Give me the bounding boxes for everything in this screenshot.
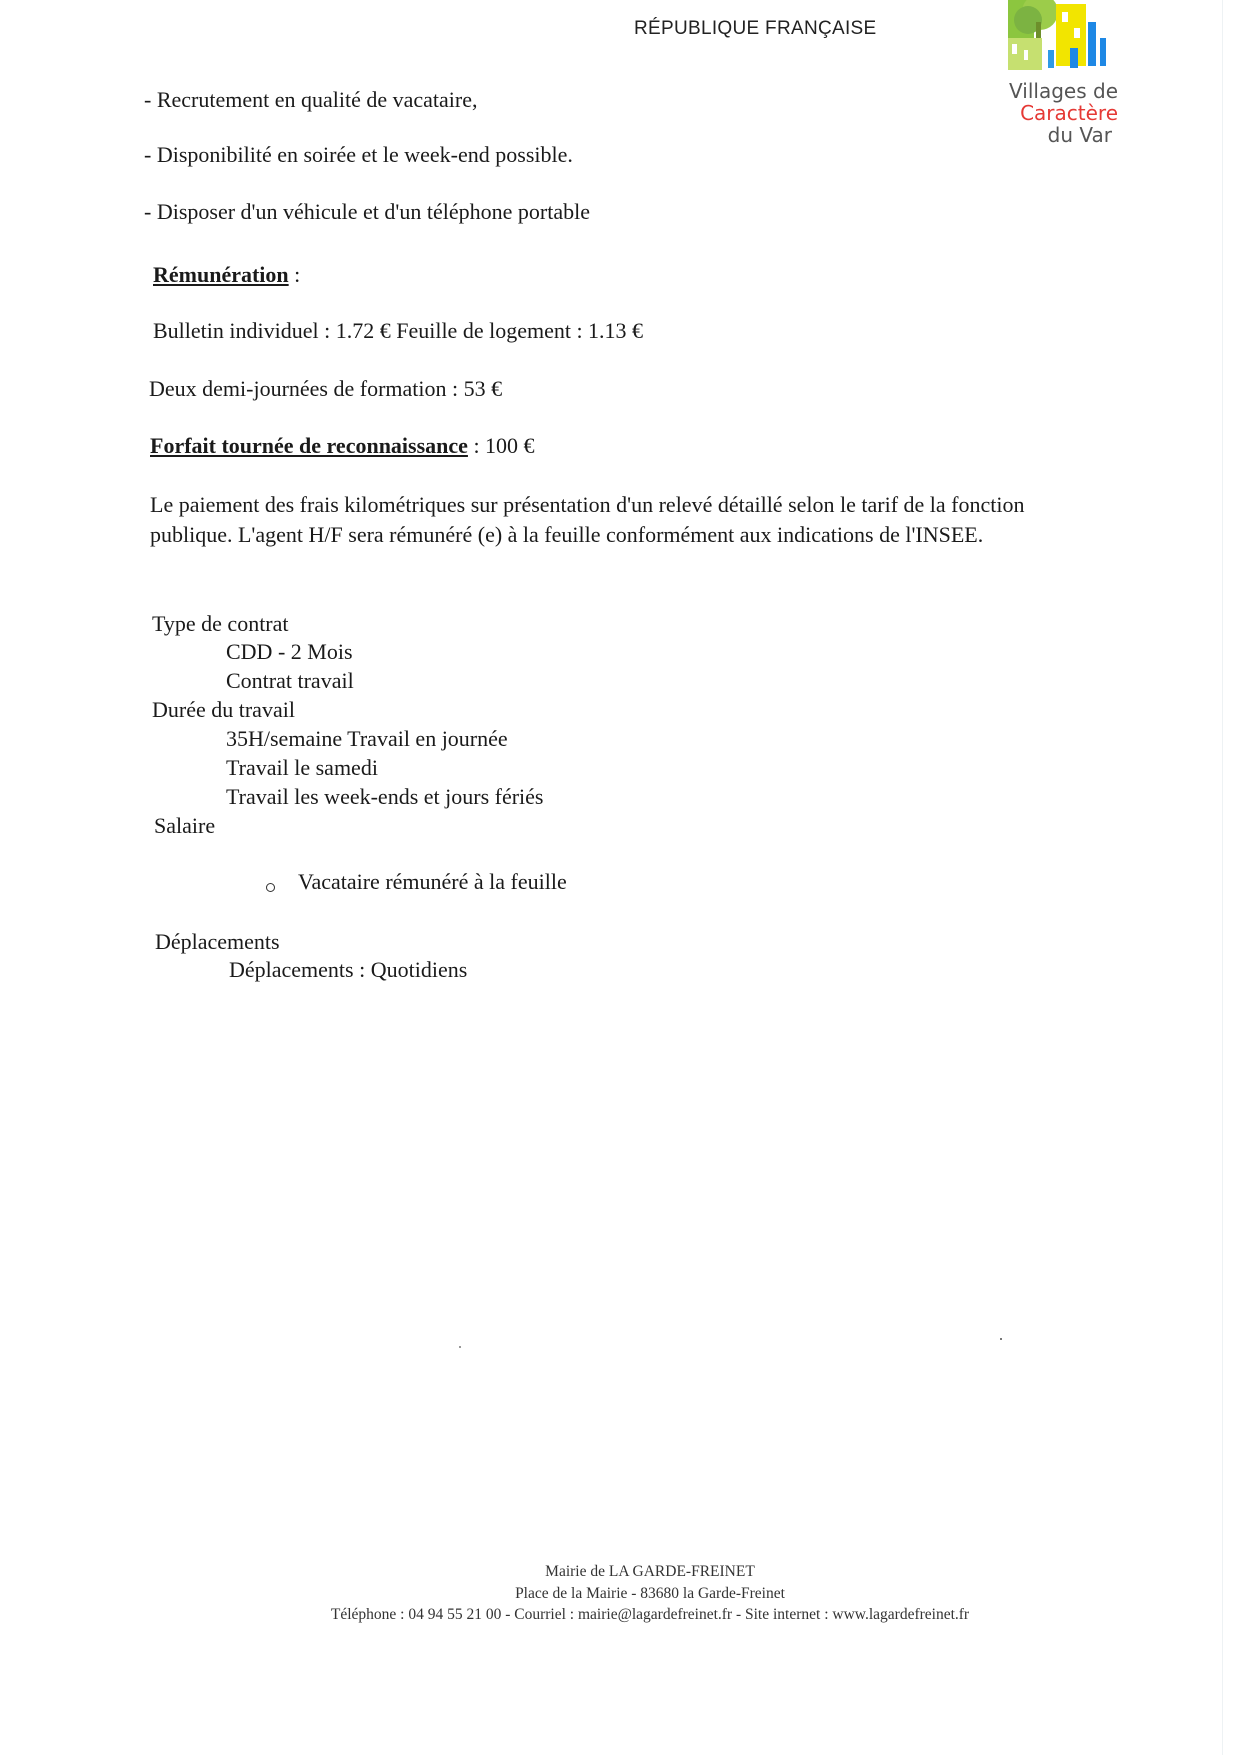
remuneration-bulletin-line: Bulletin individuel : 1.72 € Feuille de logement : 1.13 € <box>153 318 644 343</box>
salary-label: Salaire <box>154 813 216 838</box>
requirement-item: - Disposer d'un véhicule et d'un téléphone portable <box>144 199 590 224</box>
salary-bullet-icon <box>266 879 275 897</box>
remuneration-heading-label: Rémunération <box>153 262 289 287</box>
requirement-item: - Recrutement en qualité de vacataire, <box>144 87 478 112</box>
forfait-value: : 100 € <box>467 433 535 458</box>
footer-address: Place de la Mairie - 83680 la Garde-Freinet <box>515 1585 785 1602</box>
logo-line1: Villages de <box>1009 79 1118 103</box>
contract-type-label: Type de contrat <box>152 611 289 636</box>
scan-speck <box>459 1346 461 1348</box>
payment-paragraph: Le paiement des frais kilométriques sur présentation d'un relevé détaillé selon le tarif de la fonction publique. L'agent H/F sera rémunéré (e) à la feuille conformément aux indications de l'INSEE. <box>150 492 1025 547</box>
requirement-item: - Disponibilité en soirée et le week-end possible. <box>144 142 573 167</box>
forfait-label: Forfait tournée de reconnaissance <box>150 433 468 458</box>
footer-contact: Téléphone : 04 94 55 21 00 - Courriel : mairie@lagardefreinet.fr - Site internet : www.lagardefreinet.fr <box>330 1606 970 1623</box>
footer-mairie: Mairie de LA GARDE-FREINET <box>545 1563 755 1580</box>
duration-label: Durée du travail <box>152 697 295 722</box>
duration-value: Travail le samedi <box>226 755 378 780</box>
logo-line2: Caractère <box>1020 101 1118 125</box>
scan-edge-line <box>1222 0 1223 1755</box>
forfait-line <box>150 432 535 460</box>
travel-label: Déplacements <box>155 929 280 954</box>
travel-value: Déplacements : Quotidiens <box>229 957 468 982</box>
remuneration-heading-suffix: : <box>288 262 301 287</box>
logo-line3: du Var <box>1047 123 1112 147</box>
village-tree-icon <box>1000 0 1120 72</box>
scan-speck <box>1000 1338 1002 1340</box>
page-header-title: RÉPUBLIQUE FRANÇAISE <box>634 18 877 39</box>
remuneration-heading <box>153 261 300 289</box>
duration-value: 35H/semaine Travail en journée <box>226 726 508 751</box>
salary-item: Vacataire rémunéré à la feuille <box>298 869 567 894</box>
duration-value: Travail les week-ends et jours fériés <box>226 784 544 809</box>
villages-de-caractere-logo <box>990 0 1130 150</box>
remuneration-formation-line: Deux demi-journées de formation : 53 € <box>149 376 503 401</box>
contract-type-value: CDD - 2 Mois <box>226 639 353 664</box>
contract-type-value: Contrat travail <box>226 668 354 693</box>
